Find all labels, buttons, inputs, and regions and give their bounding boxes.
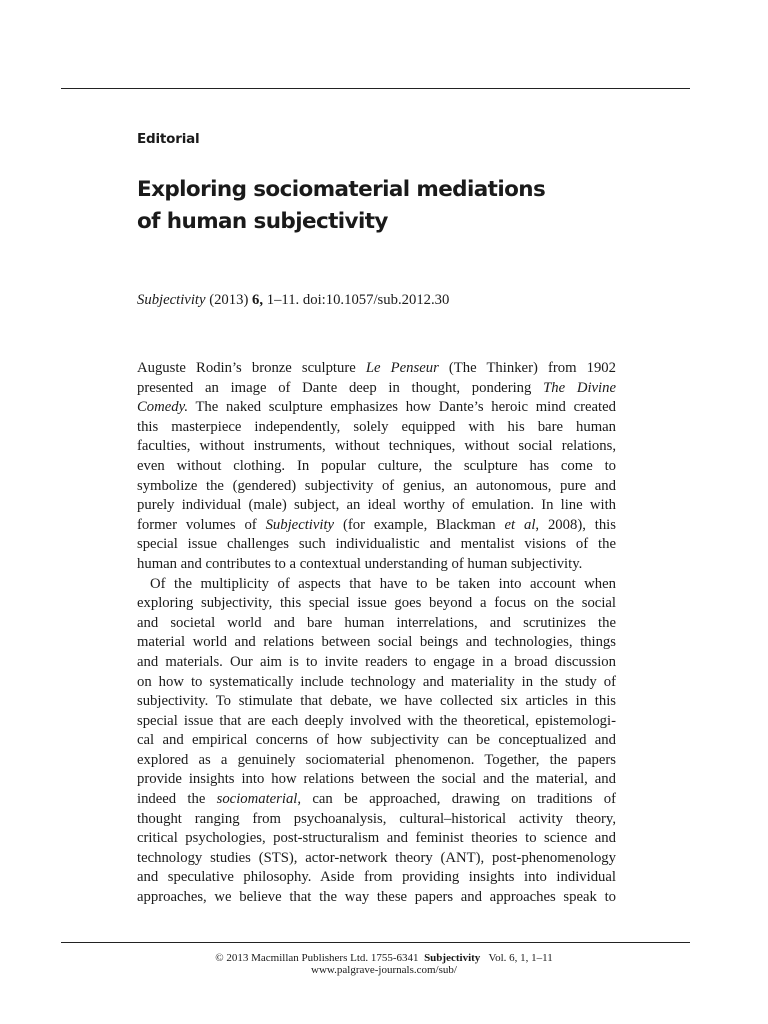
- citation-journal: Subjectivity: [137, 292, 206, 308]
- body-line: Of the multiplicity of aspects that have to be taken into account when: [150, 575, 616, 592]
- title-line-2: of human subjectivity: [137, 209, 388, 234]
- body-line: Comedy. The naked sculpture emphasizes how Dante’s heroic mind created: [137, 399, 616, 416]
- body-line: special issue challenges such individualistic and mentalist visions of the: [137, 536, 616, 553]
- body-line: special issue that are each deeply involved with the theoretical, epistemologi-: [137, 712, 616, 729]
- footer-url: www.palgrave-journals.com/sub/: [311, 964, 457, 976]
- footer-journal: Subjectivity: [424, 952, 481, 964]
- body-line: critical psychologies, post-structuralism and feminist theories to science and: [137, 830, 616, 847]
- footer-rule: [61, 942, 690, 943]
- section-label: Editorial: [137, 131, 200, 147]
- body-line: provide insights into how relations between the social and the material, and: [137, 771, 616, 788]
- body-text: [137, 359, 616, 908]
- footer-publisher: © 2013 Macmillan Publishers Ltd. 1755-6341: [215, 952, 419, 964]
- citation-year: (2013): [209, 292, 249, 308]
- body-line: subjectivity. To stimulate that debate, we have collected six articles in this: [137, 693, 616, 710]
- body-line: material world and relations between social beings and technologies, things: [137, 634, 616, 651]
- body-line: and societal world and bare human interrelations, and scrutinizes the: [137, 614, 616, 631]
- body-line: presented an image of Dante deep in thought, pondering The Divine: [137, 379, 616, 396]
- body-line: even without clothing. In popular culture, the sculpture has come to: [137, 457, 616, 474]
- body-line: this masterpiece independently, solely equipped with his bare human: [137, 418, 616, 435]
- title-line-1: Exploring sociomaterial mediations: [137, 177, 546, 202]
- body-line: Auguste Rodin’s bronze sculpture Le Penseur (The Thinker) from 1902: [137, 360, 616, 376]
- citation-rest: 1–11. doi:10.1057/sub.2012.30: [266, 292, 450, 308]
- body-line: exploring subjectivity, this special issue goes beyond a focus on the social: [137, 595, 616, 612]
- header-rule: [61, 88, 690, 89]
- body-line: indeed the sociomaterial, can be approached, drawing on traditions of: [137, 791, 616, 808]
- body-line: symbolize the (gendered) subjectivity of genius, an autonomous, pure and: [137, 477, 616, 494]
- body-line: and speculative philosophy. Aside from providing insights into individual: [137, 869, 616, 886]
- citation-volume: 6,: [252, 292, 264, 308]
- body-line: cal and empirical concerns of how subjectivity can be conceptualized and: [137, 732, 616, 749]
- body-line: technology studies (STS), actor-network theory (ANT), post-phenomenology: [137, 849, 616, 866]
- body-line: thought ranging from psychoanalysis, cultural–historical activity theory,: [137, 810, 616, 827]
- citation: [137, 290, 449, 310]
- body-line: on how to systematically include technology and materiality in the study of: [137, 673, 616, 690]
- body-line: human and contributes to a contextual understanding of human subjectivity.: [137, 555, 583, 572]
- body-line: former volumes of Subjectivity (for example, Blackman et al, 2008), this: [137, 516, 616, 533]
- body-line: purely individual (male) subject, an ideal worthy of emulation. In line with: [137, 497, 616, 514]
- body-line: approaches, we believe that the way these papers and approaches speak to: [137, 889, 616, 906]
- page-footer: [0, 952, 768, 976]
- footer-volume: Vol. 6, 1, 1–11: [488, 952, 553, 964]
- body-line: explored as a genuinely sociomaterial phenomenon. Together, the papers: [137, 751, 616, 768]
- body-line: faculties, without instruments, without techniques, without social relations,: [137, 438, 616, 455]
- article-title: [137, 174, 637, 238]
- body-line: and materials. Our aim is to invite readers to engage in a broad discussion: [137, 653, 616, 670]
